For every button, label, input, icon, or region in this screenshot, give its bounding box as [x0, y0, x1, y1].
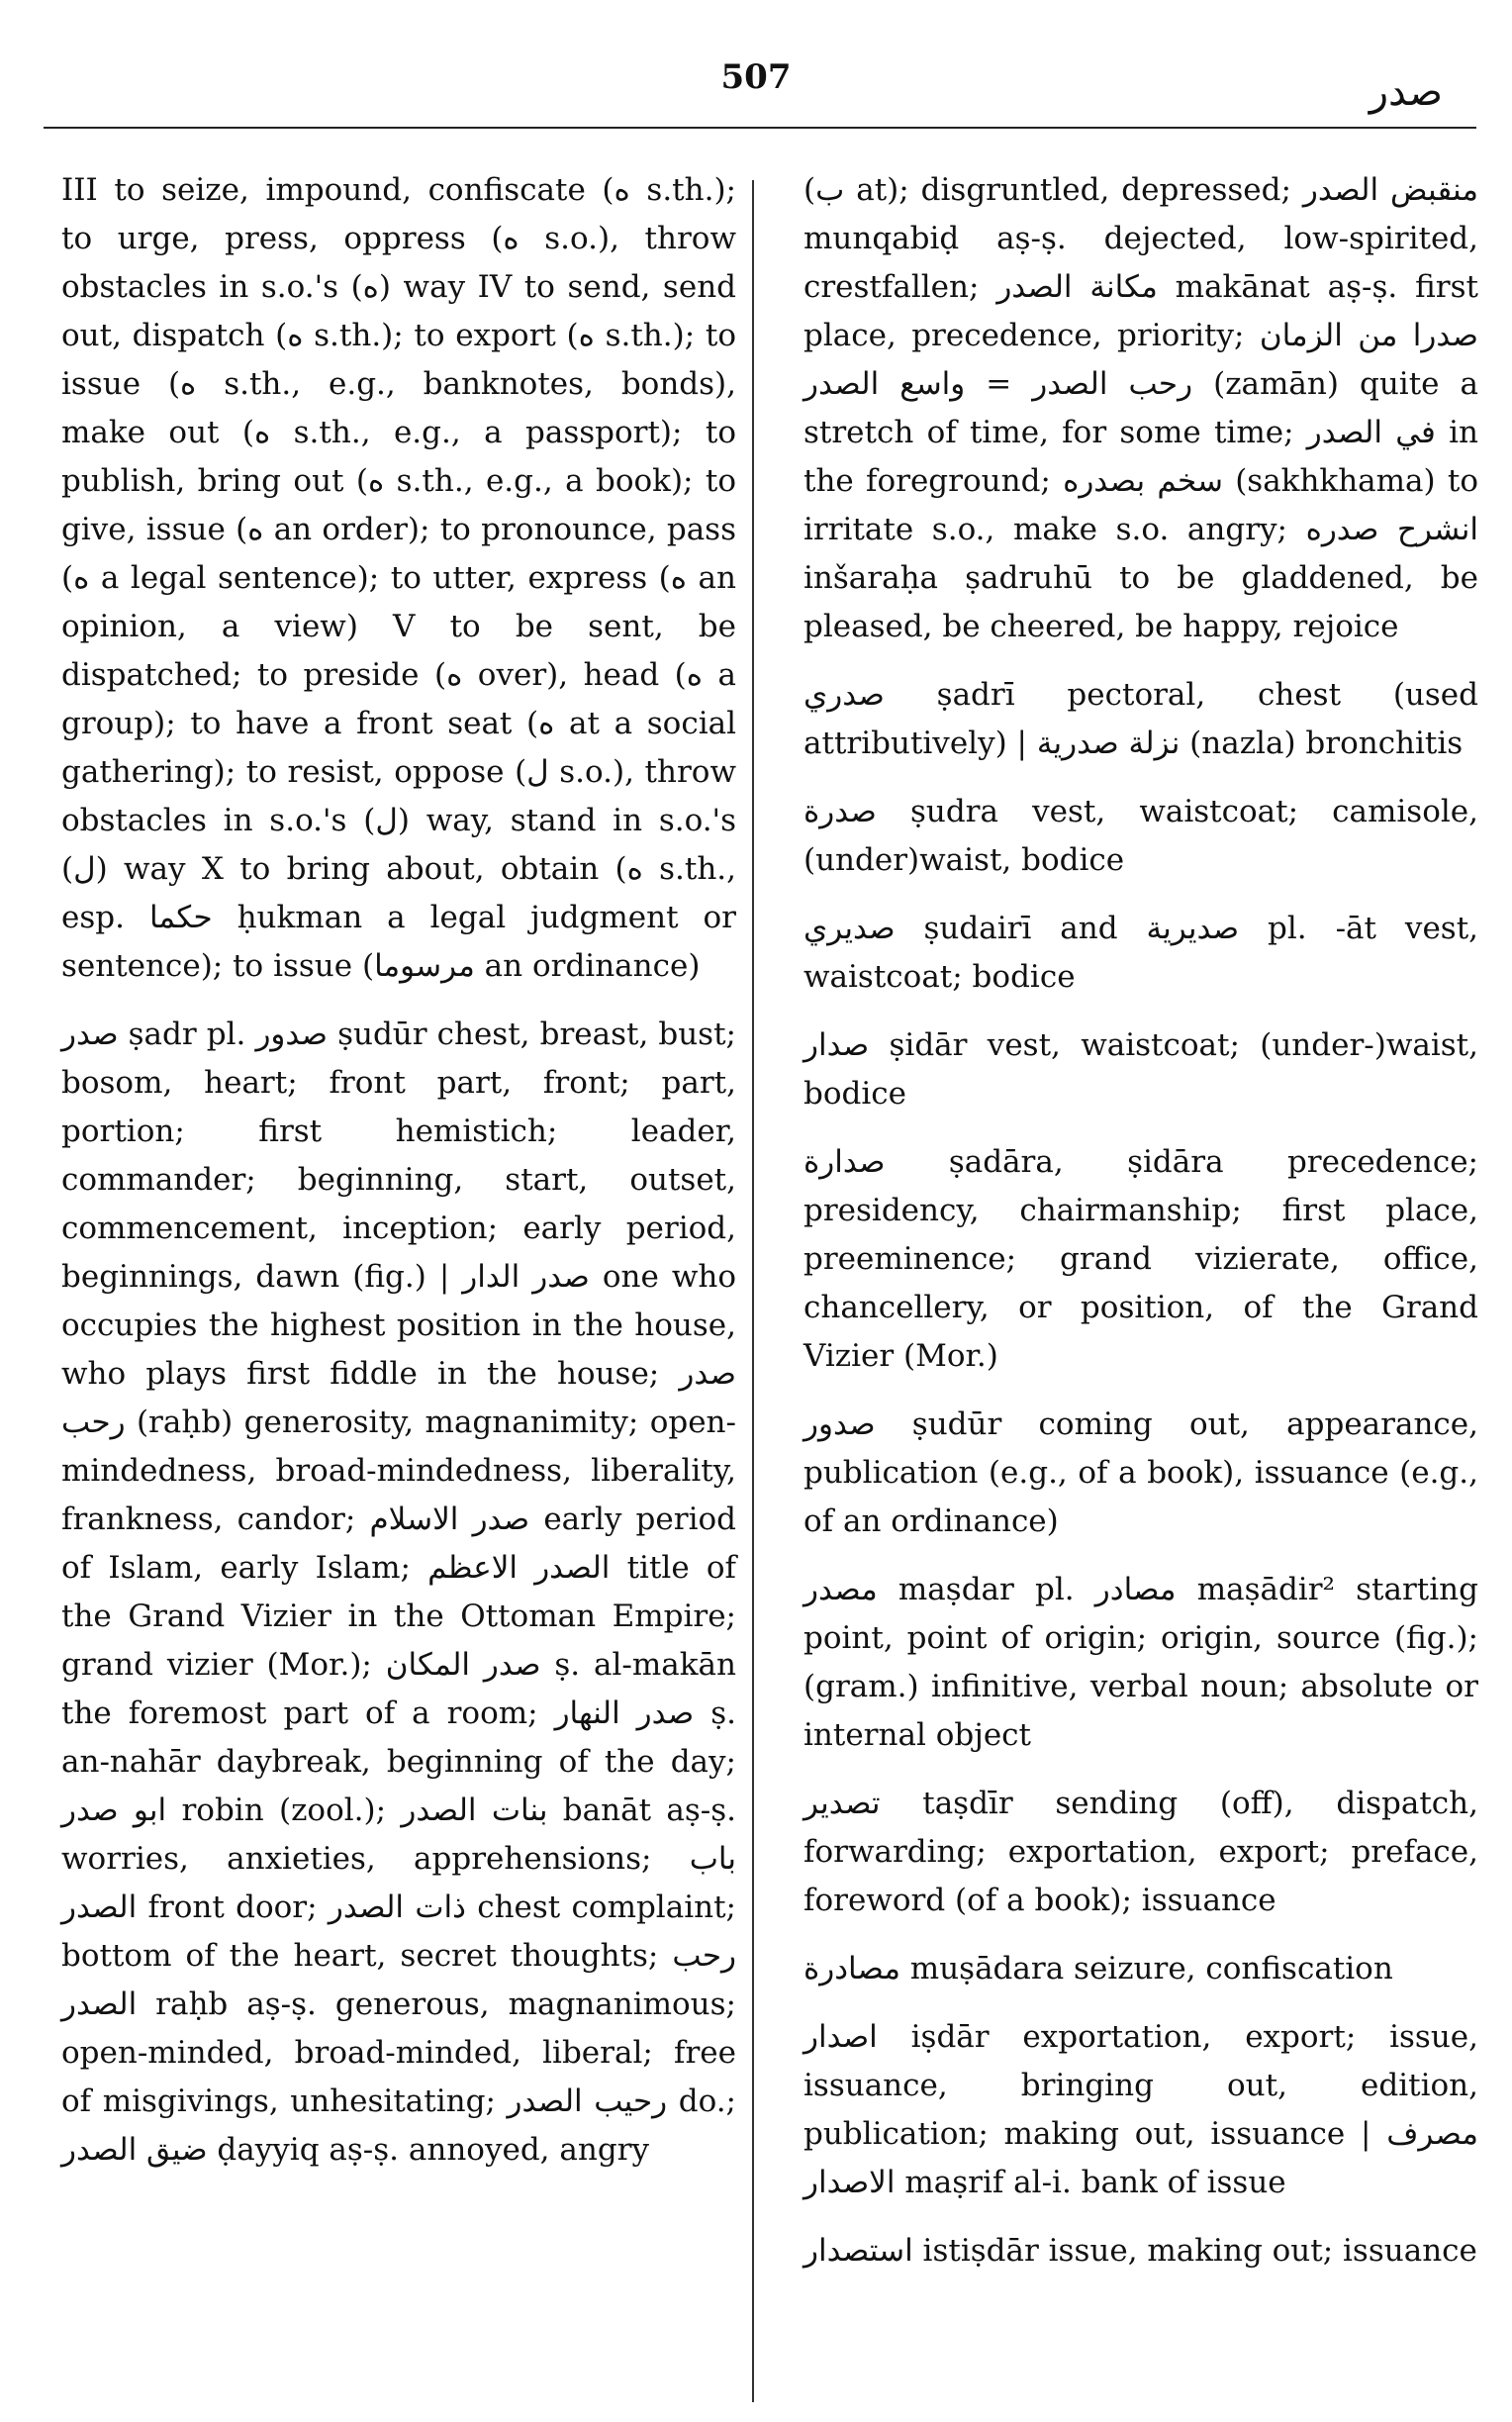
- entry-text: III to seize, impound, confiscate (ه s.th.); to urge, press, oppress (ه s.o.), throw obstacles in s.o.'s (ه) way IV to send, send out, dispatch (ه s.th.); to export (ه s.th.); to issue (ه s.th., e.g., banknotes, bonds), make out (ه s.th., e.g., a passport); to publish, bring out (ه s.th., e.g., a book); to give, issue (ه an order); to pronounce, pass (ه a legal sentence); to utter, express (ه an opinion, a view) V to be sent, be dispatched; to preside (ه over), head (ه a group); to have a front seat (ه at a social gathering); to resist, oppose (ل s.o.), throw obstacles in s.o.'s (ل) way, stand in s.o.'s (ل) way X to bring about, obtain (ه s.th., esp. حكما ḥukman a legal judgment or sentence); to issue (مرسوما an ordinance): [61, 172, 737, 984]
- entry-text: استصدار istiṣdār issue, making out; issuance: [803, 2233, 1477, 2269]
- entry-text: (ب at); disgruntled, depressed; منقبض الصدر munqabiḍ aṣ-ṣ. dejected, low-spirited, crestfallen; مكانة الصدر makānat aṣ-ṣ. first place, precedence, priority; صدرا من الزمان رحب الصدر = واسع الصدر (zamān) quite a stretch of time, for some time; في الصدر in the foreground; سخم بصدره (sakhkhama) to irritate s.o., make s.o. angry; انشرح صدره inšaraḥa ṣadruhū to be gladdened, be pleased, be cheered, be happy, rejoice: [803, 172, 1479, 644]
- dictionary-entry: [803, 166, 1478, 651]
- entry-text: صدارة ṣadāra, ṣidāra precedence; presidency, chairmanship; first place, preeminence; grand vizierate, office, chancellery, or position, of the Grand Vizier (Mor.): [803, 1144, 1478, 1374]
- header-rule: [44, 127, 1476, 129]
- page-number: 507: [720, 57, 792, 97]
- dictionary-entry: [803, 2013, 1478, 2207]
- entry-text: مصادرة muṣādara seizure, confiscation: [803, 1951, 1393, 1986]
- dictionary-entry: [803, 1138, 1478, 1381]
- entry-text: تصدير taṣdīr sending (off), dispatch, forwarding; exportation, export; preface, foreword (of a book); issuance: [803, 1786, 1478, 1918]
- dictionary-entry: [803, 1401, 1478, 1546]
- entry-text: صدري ṣadrī pectoral, chest (used attributively) | نزلة صدرية (nazla) bronchitis: [803, 677, 1478, 761]
- entry-text: صديري ṣudairī and صديرية pl. -āt vest, waistcoat; bodice: [803, 911, 1479, 995]
- dictionary-entry: [803, 1566, 1478, 1760]
- dictionary-entry: [803, 905, 1478, 1002]
- entry-text: صدرة ṣudra vest, waistcoat; camisole, (under)waist, bodice: [803, 794, 1478, 878]
- left-column: [61, 166, 736, 2194]
- entry-text: مصدر maṣdar pl. مصادر maṣādir² starting point, point of origin; origin, source (fig.); (gram.) infinitive, verbal noun; absolute or internal object: [803, 1572, 1478, 1753]
- entry-text: صدر ṣadr pl. صدور ṣudūr chest, breast, bust; bosom, heart; front part, front; part, portion; first hemistich; leader, commander; beginning, start, outset, commencement, inception; early period, beginnings, dawn (fig.) | صدر الدار one who occupies the highest position in the house, who plays first fiddle in the house; صدر رحب (raḥb) generosity, magnanimity; open-mindedness, broad-mindedness, liberality, frankness, candor; صدر الاسلام early period of Islam, early Islam; الصدر الاعظم title of the Grand Vizier in the Ottoman Empire; grand vizier (Mor.); صدر المكان ṣ. al-makān the foremost part of a room; صدر النهار ṣ. an-nahār daybreak, beginning of the day; ابو صدر robin (zool.); بنات الصدر banāt aṣ-ṣ. worries, anxieties, apprehensions; باب الصدر front door; ذات الصدر chest complaint; bottom of the heart, secret thoughts; رحب الصدر raḥb aṣ-ṣ. generous, magnanimous; open-minded, broad-minded, liberal; free of misgivings, unhesitating; رحيب الصدر do.; ضيق الصدر ḍayyiq aṣ-ṣ. annoyed, angry: [61, 1017, 737, 2168]
- entry-text: اصدار iṣdār exportation, export; issue, issuance, bringing out, edition, publication; making out, issuance | مصرف الاصدار maṣrif al-i. bank of issue: [803, 2019, 1478, 2200]
- entry-text: صدور ṣudūr coming out, appearance, publication (e.g., of a book), issuance (e.g., of an ordinance): [803, 1406, 1478, 1539]
- dictionary-entry: [803, 671, 1478, 768]
- dictionary-entry: [803, 2227, 1478, 2276]
- entry-text: صدار ṣidār vest, waistcoat; (under-)waist, bodice: [803, 1027, 1478, 1112]
- dictionary-entry: [803, 1021, 1478, 1118]
- running-headword: صدر: [1369, 69, 1443, 115]
- right-column: [803, 166, 1478, 2295]
- dictionary-entry: [803, 1945, 1478, 1993]
- dictionary-entry: [803, 788, 1478, 885]
- column-divider: [752, 180, 754, 2402]
- dictionary-entry: [61, 166, 736, 991]
- dictionary-entry: [803, 1780, 1478, 1925]
- dictionary-entry: [61, 1011, 736, 2175]
